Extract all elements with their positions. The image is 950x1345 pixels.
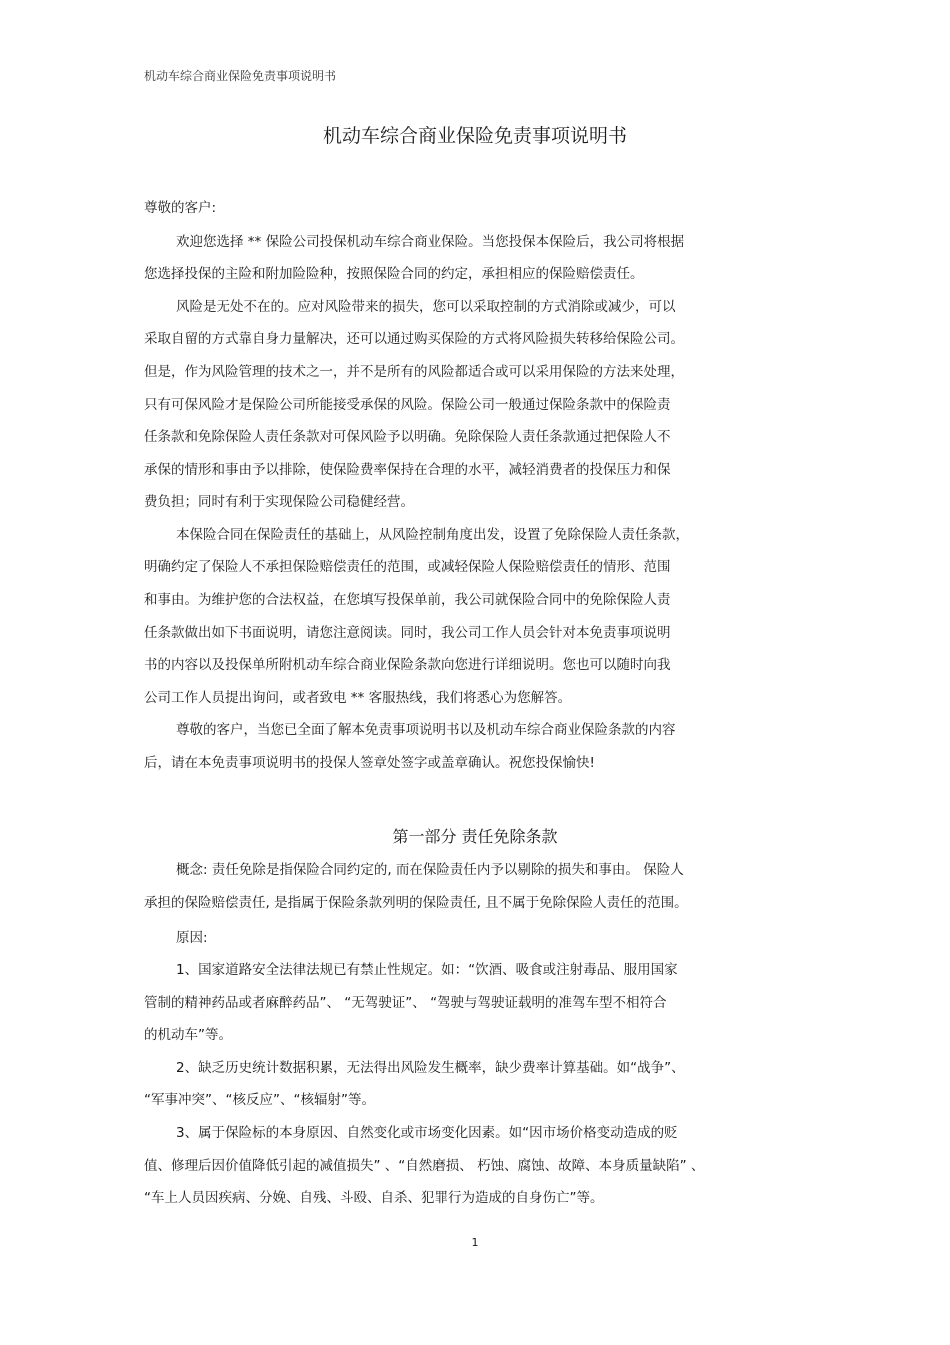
paragraph-line: 费负担；同时有利于实现保险公司稳健经营。 bbox=[144, 494, 414, 510]
page-number: 1 bbox=[471, 1236, 479, 1249]
paragraph-line: 和事由。为维护您的合法权益，在您填写投保单前，我公司就保险合同中的免除保险人责 bbox=[144, 592, 671, 608]
document-title: 机动车综合商业保险免责事项说明书 bbox=[322, 125, 627, 147]
paragraph-line: 的机动车”等。 bbox=[144, 1027, 232, 1043]
paragraph-line: 任条款和免除保险人责任条款对可保风险予以明确。免除保险人责任条款通过把保险人不 bbox=[144, 429, 671, 445]
paragraph-line: 后，请在本免责事项说明书的投保人签章处签字或盖章确认。祝您投保愉快! bbox=[144, 755, 595, 771]
paragraph-line: 尊敬的客户，当您已全面了解本免责事项说明书以及机动车综合商业保险条款的内容 bbox=[176, 722, 676, 738]
paragraph-line: “军事冲突”、“核反应”、“核辐射”等。 bbox=[144, 1092, 375, 1108]
paragraph-line: 书的内容以及投保单所附机动车综合商业保险条款向您进行详细说明。您也可以随时向我 bbox=[144, 657, 671, 673]
paragraph-line: 值、修理后因价值降低引起的减值损失” 、“自然磨损、 朽蚀、腐蚀、故障、本身质量缺陷” 、 bbox=[144, 1158, 705, 1174]
paragraph-line: 2、缺乏历史统计数据积累，无法得出风险发生概率，缺少费率计算基础。如“战争”、 bbox=[176, 1060, 685, 1076]
paragraph-line: 明确约定了保险人不承担保险赔偿责任的范围，或减轻保险人保险赔偿责任的情形、范围 bbox=[144, 559, 671, 575]
paragraph-line: 任条款做出如下书面说明，请您注意阅读。同时，我公司工作人员会针对本免责事项说明 bbox=[144, 625, 671, 641]
paragraph-line: 承担的保险赔偿责任, 是指属于保险条款列明的保险责任, 且不属于免除保险人责任的范围。 bbox=[144, 895, 688, 911]
greeting: 尊敬的客户: bbox=[144, 200, 217, 216]
paragraph-line: 本保险合同在保险责任的基础上，从风险控制角度出发，设置了免除保险人责任条款， bbox=[176, 527, 689, 543]
paragraph-line: 您选择投保的主险和附加险险种，按照保险合同的约定，承担相应的保险赔偿责任。 bbox=[144, 266, 644, 282]
paragraph-line: 公司工作人员提出询问，或者致电 ** 客服热线，我们将悉心为您解答。 bbox=[144, 690, 572, 706]
paragraph-line: 风险是无处不在的。应对风险带来的损失，您可以采取控制的方式消除或减少，可以 bbox=[176, 299, 676, 315]
paragraph-line: 管制的精神药品或者麻醉药品”、 “无驾驶证”、 “驾驶与驾驶证载明的准驾车型不相符合 bbox=[144, 995, 667, 1011]
paragraph-line: “车上人员因疾病、分娩、自残、斗殴、自杀、犯罪行为造成的自身伤亡”等。 bbox=[144, 1190, 604, 1206]
paragraph-line: 概念: 责任免除是指保险合同约定的, 而在保险责任内予以剔除的损失和事由。 保险人 bbox=[176, 862, 684, 878]
paragraph-line: 1、国家道路安全法律法规已有禁止性规定。如：“饮酒、吸食或注射毒品、服用国家 bbox=[176, 962, 678, 978]
running-header: 机动车综合商业保险免责事项说明书 bbox=[144, 69, 337, 83]
paragraph-line: 只有可保风险才是保险公司所能接受承保的风险。保险公司一般通过保险条款中的保险责 bbox=[144, 397, 671, 413]
paragraph-line: 欢迎您选择 ** 保险公司投保机动车综合商业保险。当您投保本保险后，我公司将根据 bbox=[176, 234, 685, 250]
paragraph-line: 但是，作为风险管理的技术之一，并不是所有的风险都适合或可以采用保险的方法来处理， bbox=[144, 364, 684, 380]
section-title: 第一部分 责任免除条款 bbox=[392, 827, 558, 846]
paragraph-line: 承保的情形和事由予以排除，使保险费率保持在合理的水平，减轻消费者的投保压力和保 bbox=[144, 462, 671, 478]
paragraph-line: 3、属于保险标的本身原因、自然变化或市场变化因素。如“因市场价格变动造成的贬 bbox=[176, 1125, 678, 1141]
paragraph-line: 原因: bbox=[176, 930, 208, 946]
paragraph-line: 采取自留的方式靠自身力量解决，还可以通过购买保险的方式将风险损失转移给保险公司。 bbox=[144, 331, 684, 347]
